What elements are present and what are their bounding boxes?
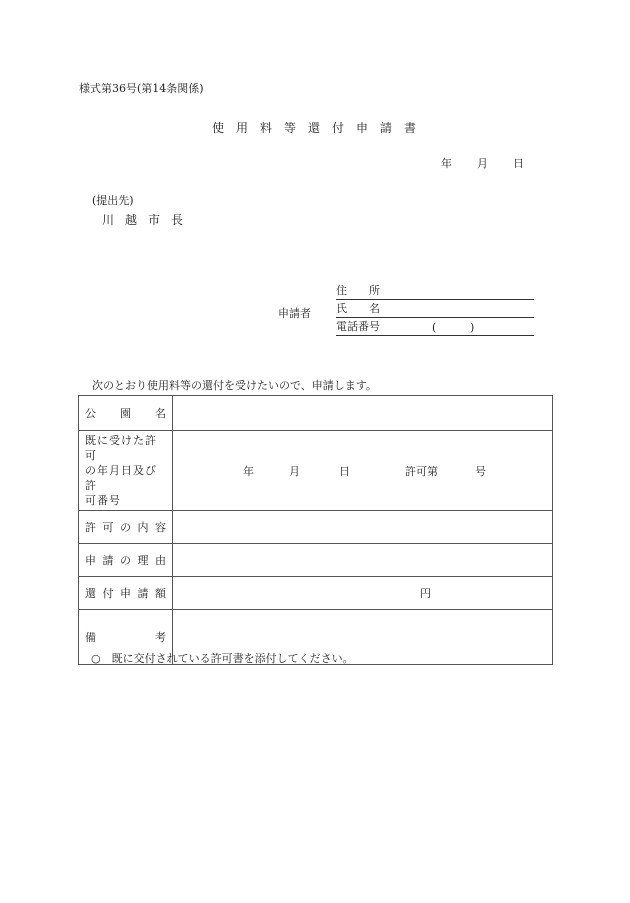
attachment-note: ○ 既に交付されている許可書を添付してください。	[91, 652, 354, 665]
form-number: 様式第36号(第14条関係)	[79, 82, 204, 95]
phone-paren-close: )	[470, 321, 475, 334]
permit-month: 月	[289, 464, 300, 478]
title-char: 付	[332, 121, 345, 135]
name-field[interactable]	[336, 302, 534, 318]
park-name-input[interactable]	[173, 396, 553, 431]
park-name-label: 公 園 名	[79, 396, 173, 431]
recipient-char: 市	[148, 213, 161, 227]
recipient	[102, 211, 194, 228]
title-char: 等	[284, 121, 297, 135]
permit-content-label: 許 可 の 内 容	[79, 511, 173, 544]
title-char: 書	[404, 121, 417, 135]
address-label: 住 所	[336, 284, 380, 297]
phone-label: 電話番号	[336, 320, 380, 333]
title-char: 用	[236, 121, 249, 135]
date-year: 年	[441, 157, 452, 170]
recipient-char: 川	[102, 213, 115, 227]
reason-input[interactable]	[173, 544, 553, 577]
title-char: 還	[308, 121, 321, 135]
title-char: 使	[212, 121, 225, 135]
applicant-label: 申請者	[278, 307, 311, 320]
intro-text: 次のとおり使用料等の還付を受けたいので、申請します。	[92, 379, 377, 392]
title-char: 料	[260, 121, 273, 135]
permit-number-suffix: 号	[475, 464, 486, 478]
permit-date-label: 既に受けた許可 の年月日及び許 可番号	[79, 431, 173, 511]
title-char: 申	[356, 121, 369, 135]
permit-year: 年	[243, 464, 254, 478]
table-row-permit-content	[79, 511, 553, 544]
recipient-char: 越	[125, 213, 138, 227]
permit-number-prefix: 許可第	[405, 464, 438, 478]
table-row-reason	[79, 544, 553, 577]
recipient-char: 長	[171, 213, 184, 227]
name-label: 氏 名	[336, 302, 380, 315]
date-month: 月	[477, 157, 488, 170]
table-row-park-name	[79, 396, 553, 431]
refund-amount-input[interactable]	[173, 577, 553, 610]
refund-amount-label: 還 付 申 請 額	[79, 577, 173, 610]
yen-unit: 円	[420, 587, 431, 600]
document-title	[212, 119, 428, 136]
permit-date-input[interactable]	[173, 431, 553, 511]
title-char: 請	[380, 121, 393, 135]
address-field[interactable]	[336, 284, 534, 300]
application-table	[78, 395, 553, 665]
reason-label: 申 請 の 理 由	[79, 544, 173, 577]
date-day: 日	[513, 157, 524, 170]
application-date	[441, 155, 524, 171]
phone-field[interactable]	[336, 320, 534, 336]
remarks-label: 備 考	[79, 610, 173, 665]
recipient-label: (提出先)	[92, 194, 134, 207]
permit-day: 日	[339, 464, 350, 478]
permit-content-input[interactable]	[173, 511, 553, 544]
phone-paren-open: (	[432, 321, 437, 334]
table-row-permit-date	[79, 431, 553, 511]
table-row-refund-amount	[79, 577, 553, 610]
